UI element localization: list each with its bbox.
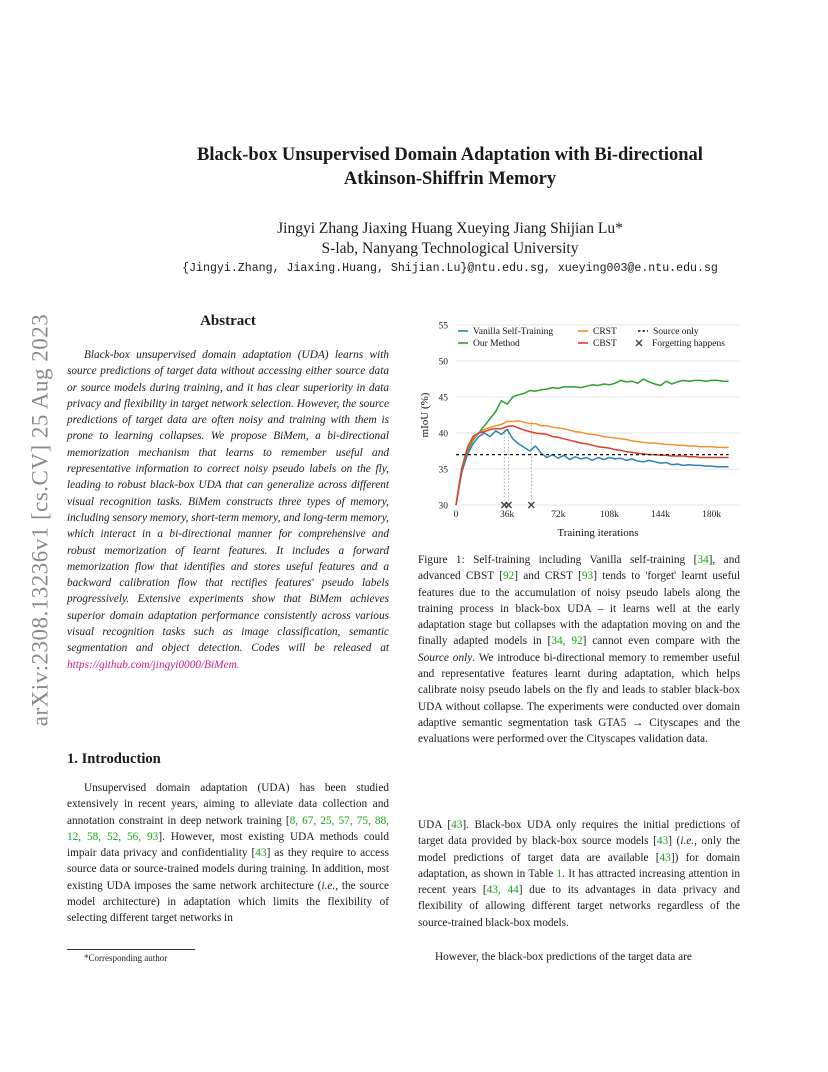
citation[interactable]: 34 (697, 554, 709, 566)
introduction-paragraph (67, 780, 389, 927)
citation[interactable]: 93 (581, 570, 594, 583)
footnote-rule (67, 949, 195, 950)
title-line-1: Black-box Unsupervised Domain Adaptation with Bi-directional (197, 145, 703, 165)
citation[interactable]: 43 (255, 847, 267, 860)
caption-text: ] cannot even compare with the (582, 635, 740, 648)
abstract-text: Black-box unsupervised domain adaptation (UDA) learns with source predictions of target data without accessing either source data or source models during training, and it has clear superiority in data privacy and flexibility in target network selection. However, the source predictions of target data are often noisy and training with them is prone to learning collapses. We propose BiMem, a bi-directional memorization mechanism that learns to remember useful and representative information to correct noisy pseudo labels on the fly, leading to robust black-box UDA that can generalize across different visual recognition tasks. BiMem constructs three types of memory, including sensory memory, short-term memory, and long-term memory, which interact in a bi-directional manner for comprehensive and robust memorization of learnt features. It includes a forward memorization flow that identifies and stores useful features and a backward calibration flow that rectifies features' pseudo labels progressively. Extensive experiments show that BiMem achieves superior domain adaptation performance consistently across various visual recognition tasks such as image classification, semantic segmentation and object detection. Codes will be released at (67, 349, 389, 655)
citation[interactable]: 43 (659, 851, 671, 864)
title-line-2: Atkinson-Shiffrin Memory (343, 169, 557, 189)
y-tick-label: 50 (438, 357, 448, 368)
y-tick-label: 30 (438, 501, 448, 512)
legend-label: CRST (593, 327, 617, 337)
citation[interactable]: 92 (502, 570, 515, 583)
abstract-heading: Abstract (200, 313, 256, 329)
x-tick-label: 144k (650, 510, 670, 520)
introduction-heading: 1. Introduction (67, 751, 161, 767)
x-tick-label: 180k (702, 510, 722, 520)
paper-title (100, 143, 800, 191)
legend-label: CBST (593, 339, 617, 349)
x-tick-label: 108k (599, 510, 619, 520)
caption-text: ], and advanced CBST [ (418, 554, 740, 583)
abstract-body (67, 347, 389, 673)
caption-text: ] tends to 'forget' learnt useful features due to the accumulation of noisy pseudo labels along the training process in black-box UDA – it learns well at the early adaptation stage but collapses with the adaptation moving on and the finally adapted models in [ (418, 570, 741, 648)
caption-source-only: Source only (418, 651, 473, 664)
y-tick-label: 40 (438, 429, 448, 440)
figure-1-caption (418, 552, 740, 748)
y-axis-label: mIoU (%) (419, 392, 431, 438)
y-tick-label: 55 (438, 321, 448, 332)
author-emails: {Jingyi.Zhang, Jiaxing.Huang, Shijian.Lu}@ntu.edu.sg, xueying003@e.ntu.edu.sg (182, 262, 718, 275)
citation[interactable]: 43 (656, 835, 669, 848)
legend-label: Our Method (473, 339, 520, 349)
legend-label: Source only (653, 327, 699, 337)
intro-text: Unsupervised domain adaptation (UDA) has been studied extensively in recent years, aiming to alleviate data collection and annotation constraint in deep network training [ (67, 782, 389, 827)
citation[interactable]: 43 (451, 819, 463, 831)
body-text: ]) for domain adaptation, as shown in Table (418, 851, 740, 880)
x-tick-label: 36k (499, 510, 515, 520)
authors: Jingyi Zhang Jiaxing Huang Xueying Jiang Shijian Lu* (277, 220, 623, 237)
legend-label: Forgetting happens (652, 339, 725, 349)
intro-text: , the source model architecture) in adaptation which limits the flexibility of selecting different target networks in (67, 879, 389, 925)
intro-text: ] as they require to access source data or source-trained models during training. In addition, most existing UDA imposes the same network architecture ( (67, 847, 389, 892)
right-column-paragraph (418, 817, 740, 931)
citation[interactable]: 8, 67, 25, 57, 75, 88, 12, 58, 52, 56, 93 (67, 814, 389, 843)
caption-text: . We introduce bi-directional memory to remember useful and representative features learnt during adaptation, which helps calibrate noisy pseudo labels on the fly and leads to stabler black-box UDA without collapse. The experiments were conducted over domain adaptive semantic segmentation task GTA5 → Cityscapes and the evaluations were performed over the Cityscapes validation data. (418, 651, 740, 746)
intro-ie: i.e. (321, 879, 336, 892)
legend-label: Vanilla Self-Training (473, 327, 554, 337)
body-text: ] ( (668, 835, 681, 848)
body-text: ]. Black-box UDA only requires the initial predictions of target data provided by black-box source models [ (418, 819, 741, 848)
affiliation: S-lab, Nanyang Technological University (321, 240, 579, 257)
caption-text: ] and CRST [ (514, 570, 582, 583)
table-reference[interactable]: 1 (556, 867, 563, 880)
y-tick-label: 45 (438, 393, 448, 404)
intro-text: ]. However, most existing UDA methods could impair data privacy and confidentiality [ (67, 830, 390, 860)
series-line-crst (456, 421, 729, 505)
y-tick-label: 35 (438, 465, 448, 476)
series-line-our-method (456, 379, 729, 505)
arxiv-stamp: arXiv:2308.13236v1 [cs.CV] 25 Aug 2023 (27, 313, 52, 727)
body-text: ] due to its advantages in data privacy and flexibility of allowing different target networks regardless of the source-trained black-box models. (418, 884, 740, 929)
footnote: *Corresponding author (84, 953, 168, 963)
body-text: , only the model predictions of target data are available [ (418, 835, 740, 864)
body-text: UDA [ (418, 819, 452, 831)
citation[interactable]: 34, 92 (551, 635, 583, 648)
series-line-vanilla-self-training (456, 429, 729, 505)
body-ie: i.e. (680, 835, 695, 848)
citation[interactable]: 43, 44 (486, 884, 519, 897)
right-column-paragraph-2: However, the black-box predictions of the target data are (435, 951, 692, 963)
figure-1-chart (418, 314, 742, 546)
caption-text: Figure 1: Self-training including Vanilla self-training [ (418, 554, 698, 566)
body-text: . It has attracted increasing attention in recent years [ (418, 867, 740, 897)
x-axis-label: Training iterations (557, 527, 639, 539)
legend-forgetting-marker (636, 340, 642, 346)
code-link[interactable]: https://github.com/jingyi0000/BiMem. (67, 658, 240, 671)
x-tick-label: 0 (453, 510, 459, 520)
x-tick-label: 72k (551, 510, 566, 520)
